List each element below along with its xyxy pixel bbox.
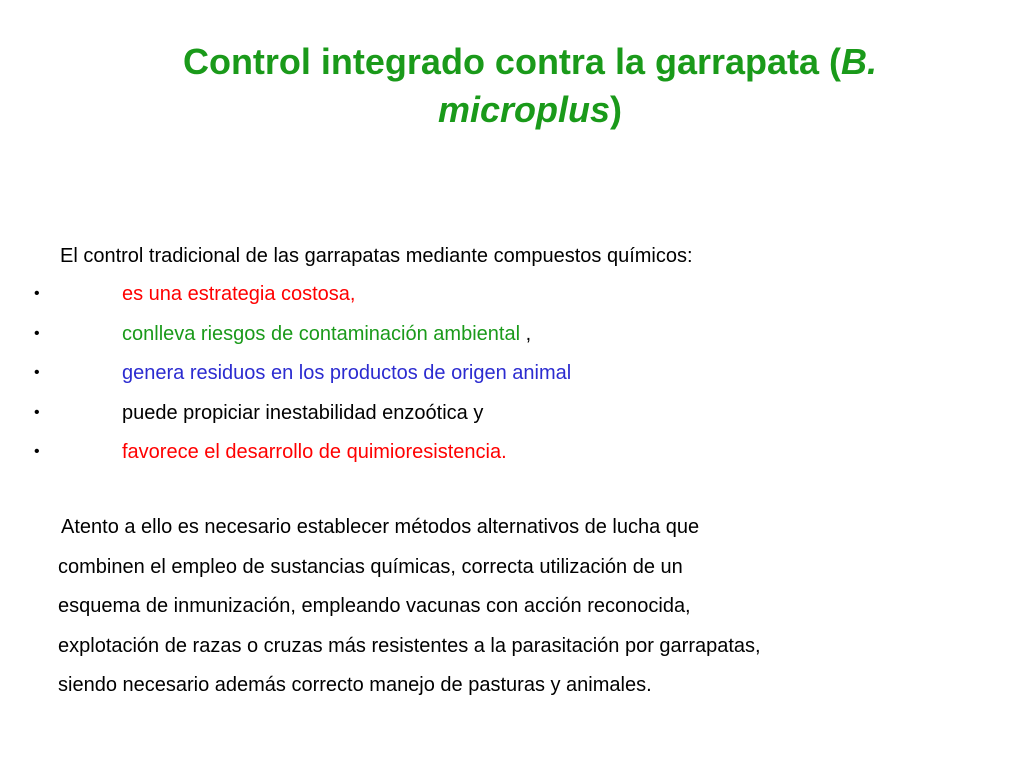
paragraph-line: combinen el empleo de sustancias químicas, correcta utilización de un: [58, 555, 683, 578]
paragraph-line: siendo necesario además correcto manejo de pasturas y animales.: [58, 674, 652, 696]
slide-title-end: ): [610, 89, 623, 130]
bullet-dot-icon: •: [34, 364, 40, 381]
slide-title-main: Control integrado contra la garrapata (: [182, 41, 842, 82]
paragraph-line: esquema de inmunización, empleando vacunas con acción reconocida,: [58, 595, 691, 617]
paragraph-line: Atento a ello es necesario establecer métodos alternativos de lucha que: [61, 516, 700, 538]
slide-title-species: B. microplus: [437, 41, 878, 130]
bullet-text: favorece el desarrollo de quimioresistencia.: [122, 441, 507, 463]
bullet-dot-icon: •: [34, 443, 40, 460]
conclusion-paragraph: [58, 508, 988, 706]
bullet-text-wrapper: [122, 359, 571, 387]
paragraph-line: explotación de razas o cruzas más resistentes a la parasitación por garrapatas,: [58, 634, 761, 657]
bullet-text: conlleva riesgos de contaminación ambiental: [122, 322, 521, 345]
slide-title: [100, 38, 960, 134]
bullet-suffix: l: [566, 362, 572, 384]
bullet-text: genera residuos en los productos de origen anima: [122, 362, 567, 384]
bullet-suffix: ,: [520, 322, 532, 345]
bullet-text: puede propiciar inestabilidad enzoótica y: [122, 401, 484, 424]
bullet-text: es una estrategia costosa,: [122, 283, 356, 305]
bullet-dot-icon: •: [34, 403, 40, 421]
intro-text: El control tradicional de las garrapatas mediante compuestos químicos:: [60, 245, 693, 267]
bullet-text-wrapper: [122, 320, 531, 348]
bullet-dot-icon: •: [34, 285, 40, 302]
bullet-dot-icon: •: [34, 324, 40, 342]
